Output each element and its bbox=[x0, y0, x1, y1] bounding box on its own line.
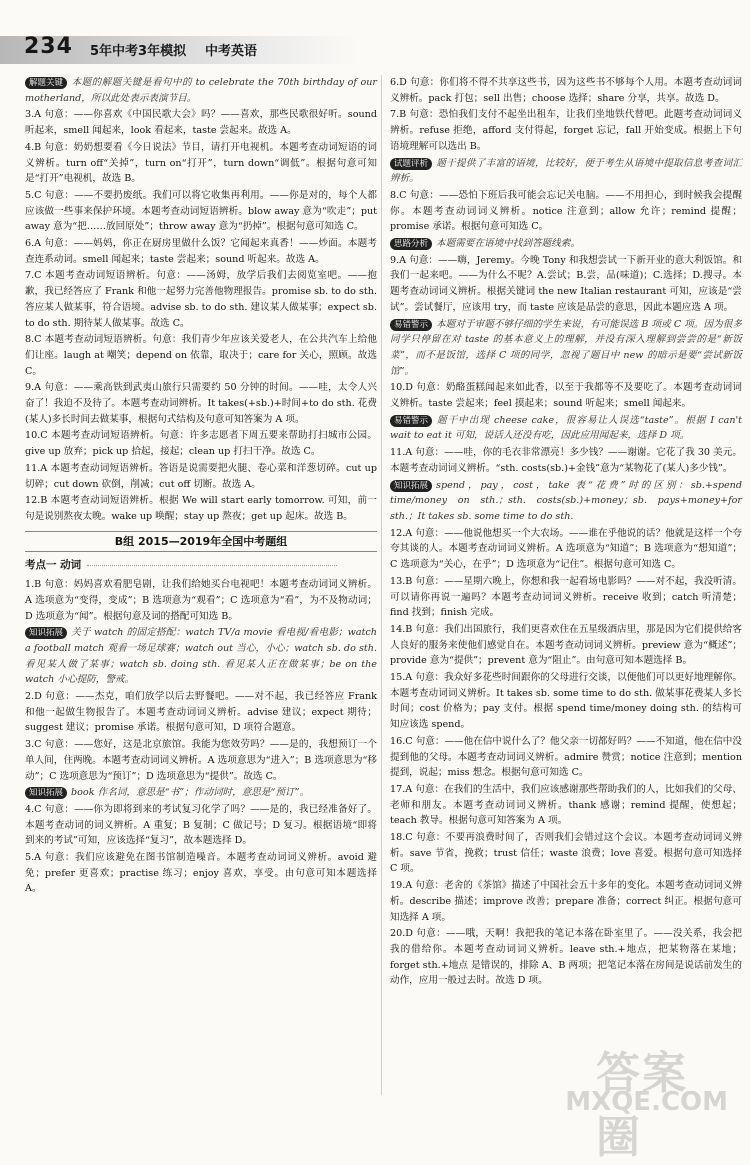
answer-paragraph bbox=[25, 802, 377, 849]
answer-paragraph bbox=[390, 878, 742, 925]
paragraph-text: 6.A 句意：——妈妈，你正在厨房里做什么饭？它闻起来真香！——炒面。本题考查连系动词。smell 闻起来；taste 尝起来；sound 听起来。故选 A。 bbox=[25, 238, 377, 265]
paragraph-text: 8.C 本题考查动词短语辨析。句意：我们青少年应该关爱老人，在公共汽车上给他们让座。laugh at 嘲笑；depend on 依靠，取决于；care for 关心，照顾。故选 C。 bbox=[25, 334, 377, 377]
paragraph-text: 题干中出现 cheese cake，很容易让人误选“taste”。根据 I can't wait to eat it 可知，说话人还没有吃，因此应用闻起来，选择 D 项。 bbox=[390, 414, 742, 442]
answer-paragraph bbox=[25, 461, 377, 492]
paragraph-text: 12.B 本题考查动词短语辨析。根据 We will start early tomorrow. 可知，前一句是说别熬夜太晚。wake up 唤醒；stay up 熬夜；get up 起床。故选 B。 bbox=[25, 495, 377, 522]
paragraph-text: 1.B 句意：妈妈喜欢看肥皂剧，让我们给她买台电视吧！本题考查动词词义辨析。A 选项意为“变得，变成”；B 选项意为“观看”；C 选项意为“看”，为不及物动词；D 选项意为“闻”。根据句意及词的搭配可知选 B。 bbox=[25, 579, 377, 622]
note-tag: 易错警示 bbox=[390, 415, 432, 427]
paragraph-text: 3.C 句意：——您好，这是北京旅馆。我能为您效劳吗？——是的，我想预订一个单人间，住两晚。本题考查动词词义辨析。A 选项意思为“进入”；B 选项意思为“移动”；C 选项意思为“预订”；D 选项意思为“提供”。故选 C。 bbox=[25, 739, 377, 782]
paragraph-text: 14.B 句意：我们出国旅行，我们更喜欢住在五星级酒店里，那是因为它们提供给客人良好的服务来使他们感觉自在。本题考查动词词义辨析。preview 意为“概述”；provide 意为“提供”；prevent 意为“阻止”。由句意可知本题选择 B。 bbox=[390, 623, 742, 667]
right-column bbox=[390, 75, 742, 990]
answer-paragraph bbox=[25, 380, 377, 427]
answer-paragraph bbox=[390, 253, 742, 316]
topic-heading bbox=[25, 558, 377, 574]
paragraph-text: 12.A 句意：——他说他想买一个大农场。——谁在乎他说的话？他就是这样一个夸夸其谈的人。本题考查动词词义辨析。A 选项意为“知道”；B 选项意为“想知道”；C 选项意为“关心，在乎”；D 选项意为“记住”。根据句意可知选 C。 bbox=[390, 527, 742, 571]
paragraph-text: 15.A 句意：我众好多花些时间跟你的父母进行交谈，以便他们可以更好地理解你。本题考查动词词义辨析。It takes sb. some time to do sth. 做某事花费某人多长时间；cost 价格为；pay 支付。根据 spend time/money doing sth. 的结构可知应该选 spend。 bbox=[390, 672, 742, 731]
answer-paragraph bbox=[25, 737, 377, 784]
paragraph-text: 5.A 句意：我们应该避免在图书馆制造噪音。本题考查动词词义辨析。avoid 避免；prefer 更喜欢；practise 练习；enjoy 喜欢，享受。由句意可知本题选择 A。 bbox=[25, 852, 377, 895]
note-paragraph bbox=[25, 785, 377, 801]
column-divider bbox=[381, 75, 382, 1095]
paragraph-text: 10.C 本题考查动词短语辨析。句意：许多志愿者下周五要来帮助打扫城市公园。give up 放弃；pick up 拾起，接起；clean up 打扫干净。故选 C。 bbox=[25, 430, 377, 458]
paragraph-text: 本题的解题关键是看句中的 to celebrate the 70th birthday of our motherland，所以此处表示表演节目。 bbox=[25, 77, 377, 104]
answer-paragraph bbox=[390, 926, 742, 989]
answer-paragraph bbox=[25, 140, 377, 187]
note-paragraph bbox=[390, 236, 742, 252]
answer-paragraph bbox=[390, 670, 742, 733]
paragraph-text: 13.B 句意：——星期六晚上，你想和我一起看场电影吗？——对不起，我没听清。可以请你再说一遍吗？本题考查动词词义辨析。receive 收到；catch 听清楚；find 找到；finish 完成。 bbox=[390, 575, 742, 619]
note-paragraph bbox=[25, 75, 377, 106]
paragraph-text: 20.D 句意：——哦，天啊！我把我的笔记本落在卧室里了。——没关系，我会把我的借给你。本题考查动词词义辨析。leave sth.+地点，把某物落在某地；forget sth.+地点 是错误的，排除 A、B 两项；把笔记本落在房间是说话前发生的动作，应用一般过去时。故选 D 项。 bbox=[390, 928, 742, 987]
answer-paragraph bbox=[390, 622, 742, 669]
answer-paragraph bbox=[25, 188, 377, 235]
answer-paragraph bbox=[390, 782, 742, 829]
note-paragraph bbox=[25, 625, 377, 688]
paragraph-text: 7.C 本题考查动词短语辨析。句意：——汤姆，放学后我们去阅览室吧。——抱歉，我已经答应了 Frank 和他一起努力完善他物理报告。promise sb. to do sth. 答应某人做某事，符合语境。advise sb. to do sth. 建议某人做某事；expect sb. to do sth. 期待某人做某事。故选 C。 bbox=[25, 270, 377, 329]
paragraph-text: 6.D 句意：你们将不得不共享这些书，因为这些书不够每个人用。本题考查动词词义辨析。pack 打包；sell 出售；choose 选择；share 分享，共享。故选 D。 bbox=[390, 77, 742, 104]
answer-paragraph bbox=[25, 332, 377, 379]
paragraph-text: 9.A 句意：——乘高铁到武夷山旅行只需要约 50 分钟的时间。——哇，太令人兴奋了！我迫不及待了。本题考查动词辨析。It takes(+sb.)+时间+to do sth. 花费(某人)多长时间去做某事，根据句式结构及句意可知答案为 A 项。 bbox=[25, 382, 377, 425]
paragraph-text: 4.B 句意：奶奶想要看《今日说法》节目，请打开电视机。本题考查动词短语的词义辨析。turn off“关掉”，turn on“打开”，turn down“调低”。根据句意可知是“打开”电视机，故选 B。 bbox=[25, 141, 377, 185]
topic-heading-rule bbox=[87, 565, 337, 566]
paragraph-text: 8.C 句意：——恐怕下班后我可能会忘记关电脑。——不用担心，到时候我会提醒你。本题考查动词词义辨析。notice 注意到；allow 允许；remind 提醒；promise 承诺。根据句意可知选 C。 bbox=[390, 189, 742, 233]
answer-paragraph bbox=[25, 577, 377, 624]
answer-paragraph bbox=[390, 445, 742, 476]
paragraph-text: 关于 watch 的固定搭配：watch TV/a movie 看电视/看电影；watch a football match 观看一场足球赛；watch out 当心，小心；watch sb. do sth. 看见某人做了某事；watch sb. doing sth. 看见某人正在做某事；be on the watch 小心提防，警戒。 bbox=[25, 627, 377, 686]
watermark-logo bbox=[565, 1037, 736, 1163]
paragraph-text: 10.D 句意：奶酪蛋糕闻起来如此香，以至于我都等不及要吃了。本题考查动词词义辨析。taste 尝起来；feel 摸起来；sound 听起来；smell 闻起来。 bbox=[390, 382, 742, 410]
watermark-cn: 答案圈 bbox=[596, 1048, 688, 1163]
paragraph-text: 9.A 句意：——嗨，Jeremy。今晚 Tony 和我想尝试一下新开业的意大利饭馆。和我们一起来吧。——为什么不呢？A.尝试；B.尝，品(味道)；C.选择；D.搜寻。本题考查动词词义辨析。根据关键词 the new Italian restaurant 可知，应该是“尝试”。尝试餐厅，应该用 try，而 taste 应该是品尝的意思，因此本题应选 A 项。 bbox=[390, 254, 742, 313]
paragraph-text: 19.A 句意：老舍的《茶馆》描述了中国社会五十多年的变化。本题考查动词词义辨析。describe 描述；improve 改善；prepare 准备；correct 纠正。根据句意可知选择 A 项。 bbox=[390, 880, 742, 923]
answer-paragraph bbox=[390, 380, 742, 411]
watermark-en: MXQE.COM bbox=[565, 1087, 728, 1117]
answer-paragraph bbox=[390, 526, 742, 573]
paragraph-text: 题干提供了丰富的语境，比较好，便于考生从语境中提取信息考查词汇辨析。 bbox=[390, 157, 742, 185]
note-tag: 知识拓展 bbox=[390, 480, 432, 492]
paragraph-text: 11.A 句意：——哇，你的毛衣非常漂亮！多少钱？——谢谢。它花了我 30 美元。本题考查动词词义辨析。“sth. costs(sb.)+金钱”意为“某物花了(某人)多少钱”。 bbox=[390, 447, 742, 474]
answer-paragraph bbox=[390, 107, 742, 154]
paragraph-text: 5.C 句意：——不要扔废纸。我们可以将它收集再利用。——你是对的，每个人都应该做一些事来保护环境。本题考查动词短语辨析。blow away 意为“吹走”；put away 意为“把……放回原处”；throw away 意为“扔掉”。根据句意可知选 C。 bbox=[25, 189, 377, 233]
paragraph-text: 11.A 本题考查动词短语辨析。答语是说需要把火腿、卷心菜和洋葱切碎。cut up 切碎；cut down 砍倒，削减；cut off 切断。故选 A。 bbox=[25, 462, 377, 490]
note-paragraph bbox=[390, 317, 742, 380]
note-paragraph bbox=[390, 156, 742, 187]
left-column bbox=[25, 75, 377, 898]
answer-paragraph bbox=[25, 236, 377, 267]
note-tag: 易错警示 bbox=[390, 319, 432, 331]
paragraph-text: 3.A 句意：——你喜欢《中国民歌大会》吗？——喜欢，那些民歌很好听。sound 听起来，smell 闻起来，look 看起来，taste 尝起来。故选 A。 bbox=[25, 109, 377, 137]
answer-paragraph bbox=[390, 75, 742, 106]
paragraph-text: 本题需要在语境中找到答题线索。 bbox=[436, 238, 580, 250]
paragraph-text: 7.B 句意：恐怕我们支付不起坐出租车，让我们坐地铁代替吧。此题考查动词词义辨析。refuse 拒绝，afford 支付得起，forget 忘记，fall 开始变成。根据上下句语境理解可以选出 B。 bbox=[390, 109, 742, 152]
page-header bbox=[0, 0, 750, 70]
answer-paragraph bbox=[25, 493, 377, 524]
answer-paragraph bbox=[25, 428, 377, 459]
paragraph-text: spend，pay，cost，take 表“花费”时的区别：sb.+spend time/money on sth.；sth. costs(sb.)+money；sb. pays+money+for sth.；It takes sb. some time to do sth. bbox=[390, 479, 742, 522]
note-tag: 试题评析 bbox=[390, 158, 432, 170]
note-tag: 知识拓展 bbox=[25, 627, 67, 639]
answer-paragraph bbox=[25, 107, 377, 138]
paragraph-text: 2.D 句意：——杰克，咱们放学以后去野餐吧。——对不起，我已经答应 Frank 和他一起做生物报告了。本题考查动词词义辨析。advise 建议；expect 期待；suggest 建议；promise 承诺。根据句意可知，D 项符合题意。 bbox=[25, 691, 377, 734]
note-paragraph bbox=[390, 478, 742, 525]
answer-paragraph bbox=[25, 850, 377, 897]
paragraph-text: 17.A 句意：在我们的生活中，我们应该感谢那些帮助我们的人，比如我们的父母、老师和朋友。本题考查动词词义辨析。thank 感谢；remind 提醒，使想起；teach 教导。根据句意可知答案为 A 项。 bbox=[390, 783, 742, 827]
answer-paragraph bbox=[390, 188, 742, 235]
answer-paragraph bbox=[25, 268, 377, 331]
note-paragraph bbox=[390, 413, 742, 444]
paragraph-text: book 作名词，意思是“书”；作动词时，意思是“预订”。 bbox=[71, 787, 310, 799]
book-subject: 中考英语 bbox=[205, 44, 258, 59]
note-tag: 知识拓展 bbox=[25, 787, 67, 799]
paragraph-text: 本题对于审题不够仔细的学生来说，有可能误选 B 项或 C 项。因为很多同学只停留在对 taste 的基本意义上的理解，并没有深入理解到尝尝的是“新饭菜”，而不是饭馆，选择 C 项的同学，忽视了题目中 new 的暗示是要“尝试新饭馆”。 bbox=[390, 318, 742, 377]
answer-paragraph bbox=[390, 574, 742, 621]
note-tag: 思路分析 bbox=[390, 238, 432, 250]
paragraph-text: 16.C 句意：——他在信中说什么了？他父亲一切都好吗？——不知道，他在信中没提到他的父母。本题考查动词词义辨析。admire 赞赏；notice 注意到；mention 提到，说起；miss 想念。根据句意可知选 C。 bbox=[390, 735, 742, 779]
paragraph-text: 4.C 句意：——你为即将到来的考试复习化学了吗？——是的，我已经准备好了。本题考查动词的词义辨析。A 重复；B 复制；C 做记号；D 复习。根据语境“即将到来的考试”可知，应该选择“复习”，故本题选择 D。 bbox=[25, 803, 377, 847]
answer-paragraph bbox=[390, 734, 742, 781]
answer-paragraph bbox=[25, 689, 377, 736]
book-title: 5年中考3年模拟 bbox=[90, 44, 187, 59]
note-tag: 解题关键 bbox=[25, 77, 67, 89]
page-number: 234 bbox=[24, 34, 73, 59]
topic-heading-text: 考点一 动词 bbox=[25, 559, 82, 572]
answer-paragraph bbox=[390, 830, 742, 877]
section-title: B组 2015—2019年全国中考题组 bbox=[25, 531, 377, 553]
paragraph-text: 18.C 句意：不要再浪费时间了，否则我们会错过这个会议。本题考查动词词义辨析。save 节省，挽救；trust 信任；waste 浪费；love 喜爱。根据句意可知选择 C 项。 bbox=[390, 832, 742, 875]
